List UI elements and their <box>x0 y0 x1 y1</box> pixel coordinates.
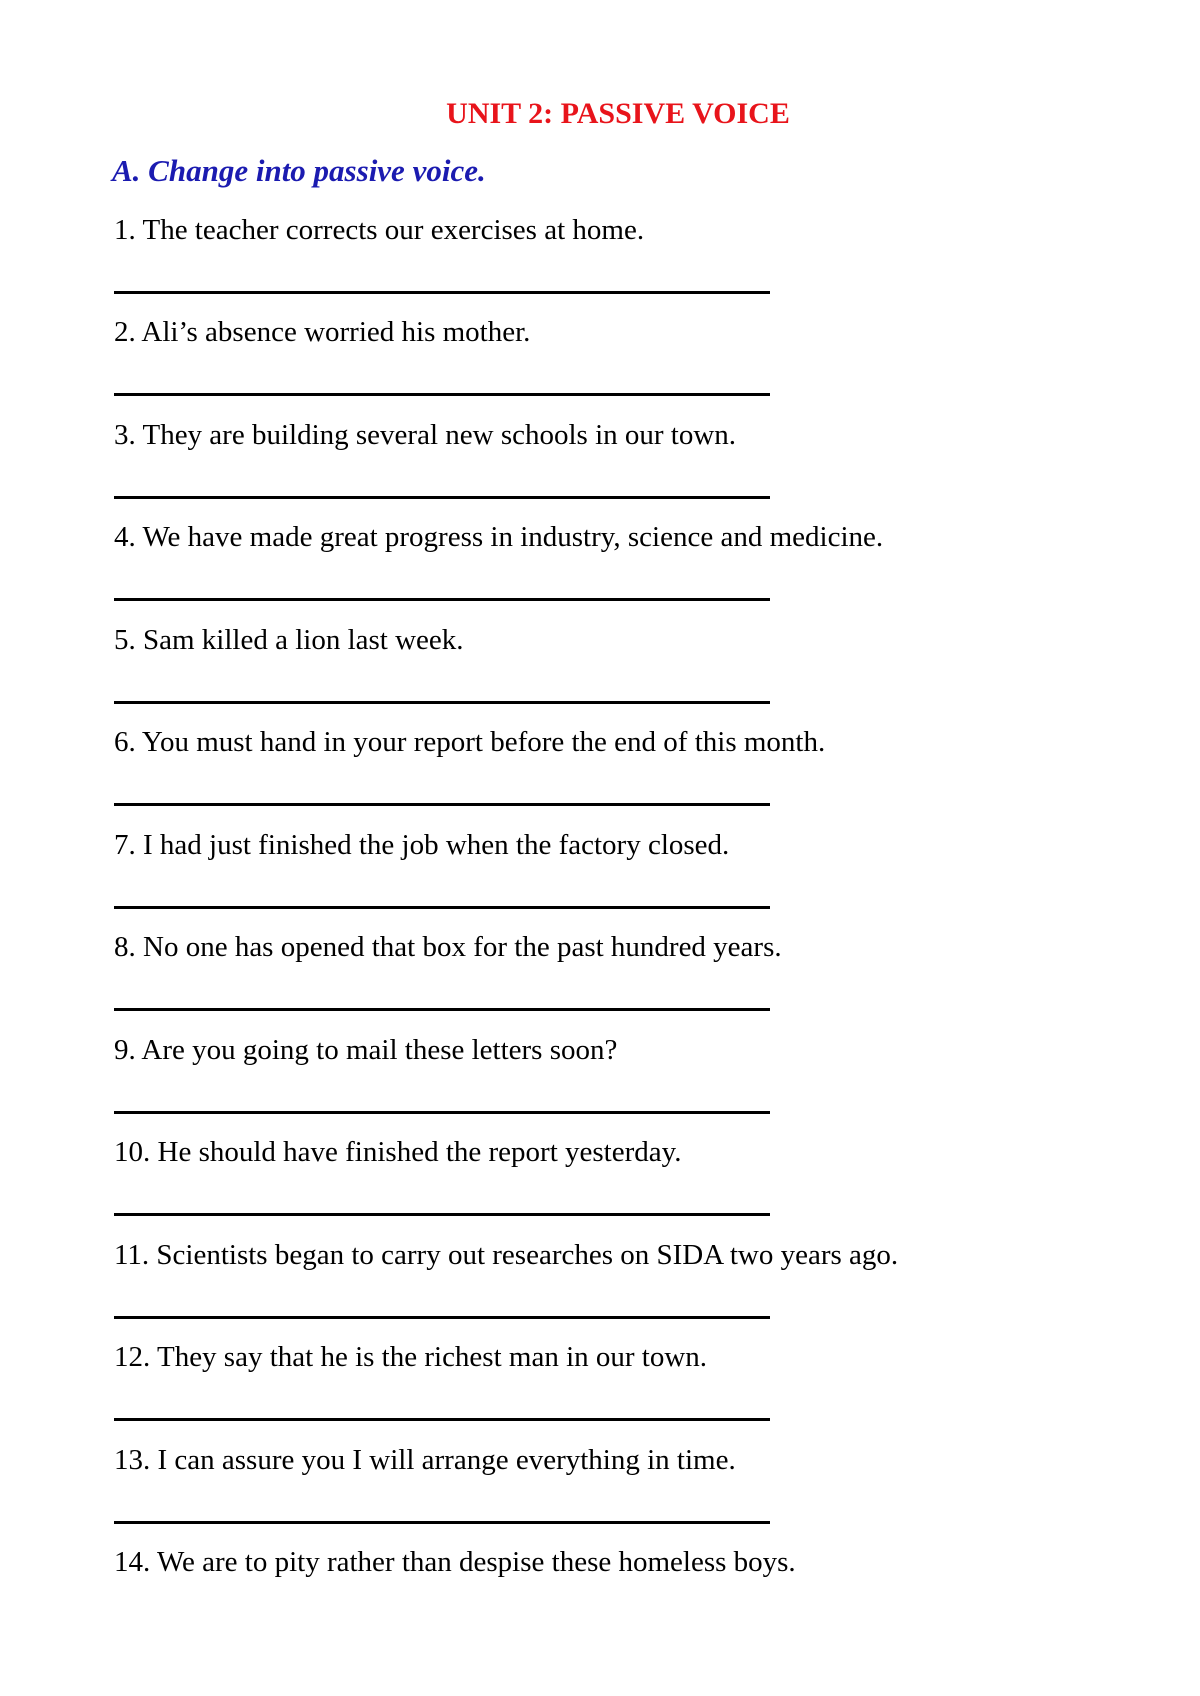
answer-line[interactable] <box>114 291 770 294</box>
question-text: 2. Ali’s absence worried his mother. <box>114 316 531 348</box>
question-item <box>114 827 1114 927</box>
question-text: 12. They say that he is the richest man in our town. <box>114 1341 708 1373</box>
answer-line[interactable] <box>114 906 770 909</box>
section-heading: A. Change into passive voice. <box>112 153 486 188</box>
question-text: 14. We are to pity rather than despise these homeless boys. <box>114 1546 796 1578</box>
question-text: 7. I had just finished the job when the factory closed. <box>114 829 730 861</box>
answer-line[interactable] <box>114 1418 770 1421</box>
answer-line[interactable] <box>114 598 770 601</box>
question-text: 3. They are building several new schools in our town. <box>114 419 737 451</box>
question-text: 6. You must hand in your report before the end of this month. <box>114 726 826 758</box>
question-text: 4. We have made great progress in industry, science and medicine. <box>114 521 884 553</box>
answer-line[interactable] <box>114 1521 770 1524</box>
question-item <box>114 519 1114 619</box>
answer-line[interactable] <box>114 1008 770 1011</box>
answer-line[interactable] <box>114 701 770 704</box>
question-text: 11. Scientists began to carry out researches on SIDA two years ago. <box>114 1239 899 1271</box>
question-item <box>114 1544 1114 1644</box>
question-item <box>114 1032 1114 1132</box>
question-item <box>114 1339 1114 1439</box>
question-text: 1. The teacher corrects our exercises at home. <box>114 214 645 246</box>
question-text: 8. No one has opened that box for the past hundred years. <box>114 931 782 963</box>
answer-line[interactable] <box>114 393 770 396</box>
question-item <box>114 417 1114 517</box>
page-title: UNIT 2: PASSIVE VOICE <box>446 97 790 130</box>
question-item <box>114 212 1114 312</box>
answer-line[interactable] <box>114 803 770 806</box>
question-text: 5. Sam killed a lion last week. <box>114 624 464 656</box>
question-text: 13. I can assure you I will arrange everything in time. <box>114 1444 736 1476</box>
question-item <box>114 314 1114 414</box>
question-item <box>114 1442 1114 1542</box>
question-text: 9. Are you going to mail these letters soon? <box>114 1034 618 1066</box>
answer-line[interactable] <box>114 1213 770 1216</box>
question-item <box>114 622 1114 722</box>
question-item <box>114 1134 1114 1234</box>
question-item <box>114 1237 1114 1337</box>
question-item <box>114 724 1114 824</box>
answer-line[interactable] <box>114 496 770 499</box>
question-text: 10. He should have finished the report yesterday. <box>114 1136 682 1168</box>
answer-line[interactable] <box>114 1316 770 1319</box>
answer-line[interactable] <box>114 1111 770 1114</box>
question-item <box>114 929 1114 1029</box>
